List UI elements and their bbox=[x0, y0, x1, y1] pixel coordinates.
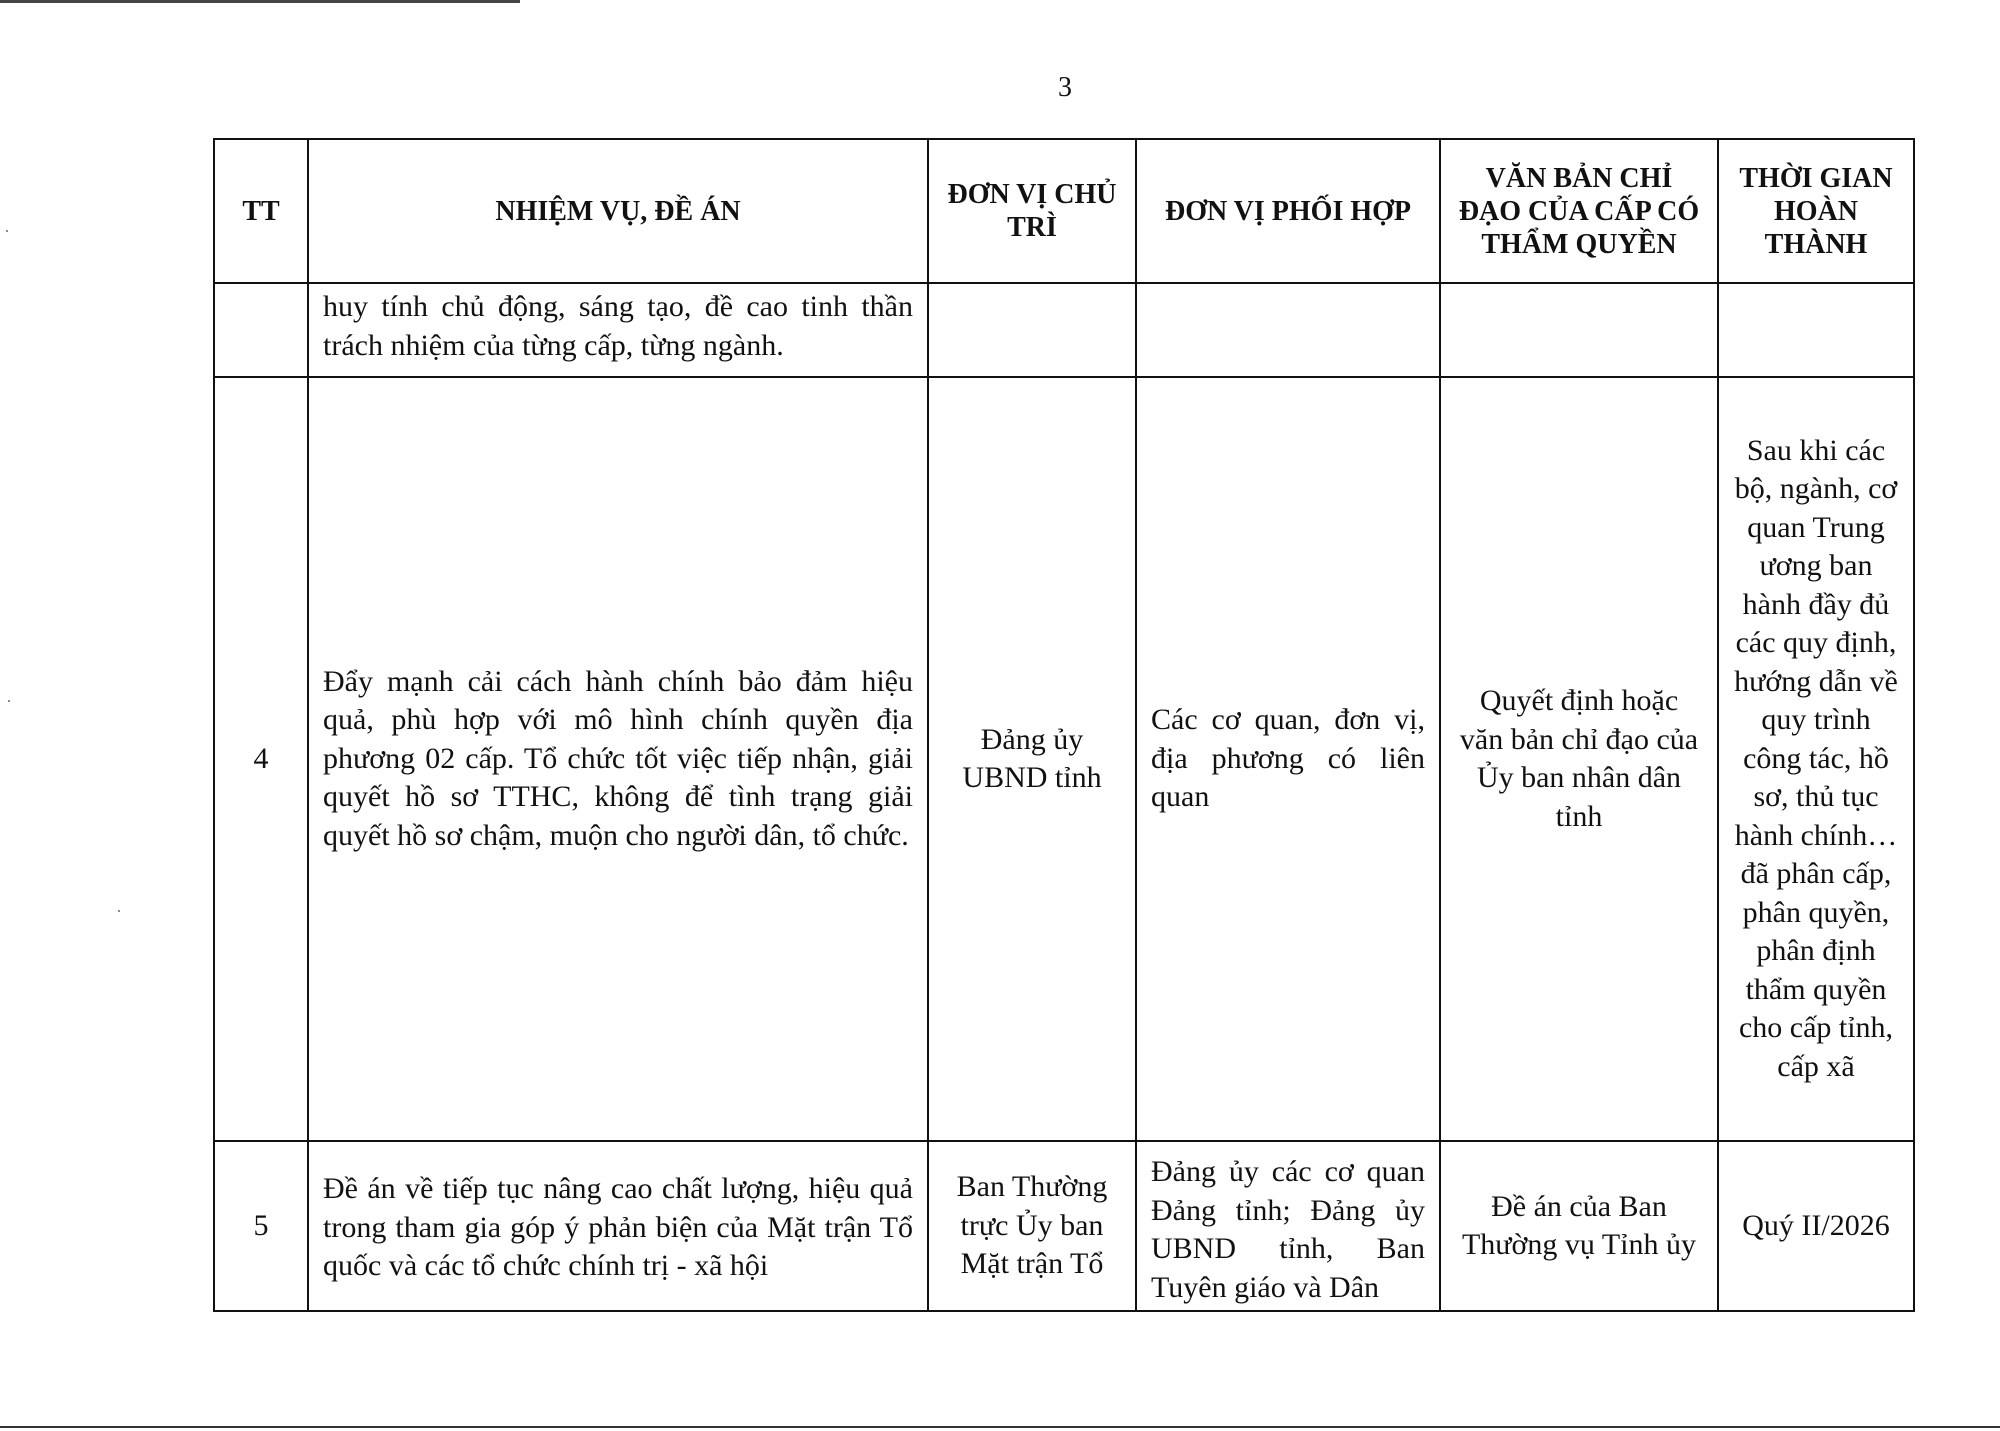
cell-coordinating-unit bbox=[1136, 283, 1440, 377]
cell-task bbox=[308, 1141, 928, 1311]
cell-coordinating-unit bbox=[1136, 1141, 1440, 1311]
cell-tt bbox=[214, 283, 308, 377]
cell-tt: 5 bbox=[214, 1141, 308, 1311]
header-directive: VĂN BẢN CHỈ ĐẠO CỦA CẤP CÓ THẨM QUYỀN bbox=[1440, 139, 1718, 283]
deadline-text: Sau khi các bộ, ngành, cơ quan Trung ương ban hành đầy đủ các quy định, hướng dẫn về quy trình công tác, hồ sơ, thủ tục hành chính… đã phân cấp, phân quyền, phân định thẩm quyền cho cấp tỉnh, cấp xã bbox=[1734, 433, 1898, 1083]
coordinating-unit-text: Đảng ủy các cơ quan Đảng tỉnh; Đảng ủy UBND tỉnh, Ban Tuyên giáo và Dân bbox=[1151, 1155, 1425, 1304]
table-row bbox=[214, 377, 1914, 1141]
scan-edge-line-top bbox=[0, 0, 520, 3]
cell-deadline bbox=[1718, 377, 1914, 1141]
task-plan-table bbox=[213, 138, 1915, 1312]
scan-speck bbox=[118, 910, 120, 912]
cell-tt: 4 bbox=[214, 377, 308, 1141]
table-header-row bbox=[214, 139, 1914, 283]
cell-deadline: Quý II/2026 bbox=[1718, 1141, 1914, 1311]
header-tt: TT bbox=[214, 139, 308, 283]
table-row bbox=[214, 1141, 1914, 1311]
scan-speck bbox=[8, 700, 10, 702]
cell-lead-unit bbox=[928, 1141, 1136, 1311]
header-task: NHIỆM VỤ, ĐỀ ÁN bbox=[308, 139, 928, 283]
lead-unit-text: Ban Thường trực Ủy ban Mặt trận Tổ bbox=[956, 1170, 1108, 1281]
scan-edge-line-bottom bbox=[0, 1426, 2000, 1428]
cell-directive: Quyết định hoặc văn bản chỉ đạo của Ủy ban nhân dân tỉnh bbox=[1440, 377, 1718, 1141]
cell-lead-unit: Đảng ủy UBND tỉnh bbox=[928, 377, 1136, 1141]
page-number: 3 bbox=[1058, 72, 1072, 103]
cell-directive bbox=[1440, 283, 1718, 377]
header-coordinating-unit: ĐƠN VỊ PHỐI HỢP bbox=[1136, 139, 1440, 283]
header-deadline: THỜI GIAN HOÀN THÀNH bbox=[1718, 139, 1914, 283]
scan-speck bbox=[6, 230, 8, 232]
cell-lead-unit bbox=[928, 283, 1136, 377]
cell-task: Đẩy mạnh cải cách hành chính bảo đảm hiệu quả, phù hợp với mô hình chính quyền địa phương 02 cấp. Tổ chức tốt việc tiếp nhận, giải quyết hồ sơ TTHC, không để tình trạng giải quyết hồ sơ chậm, muộn cho người dân, tổ chức. bbox=[308, 377, 928, 1141]
cell-directive: Đề án của Ban Thường vụ Tỉnh ủy bbox=[1440, 1141, 1718, 1311]
cell-coordinating-unit: Các cơ quan, đơn vị, địa phương có liên quan bbox=[1136, 377, 1440, 1141]
cell-task: huy tính chủ động, sáng tạo, đề cao tinh thần trách nhiệm của từng cấp, từng ngành. bbox=[308, 283, 928, 377]
header-lead-unit: ĐƠN VỊ CHỦ TRÌ bbox=[928, 139, 1136, 283]
task-text: Đề án về tiếp tục nâng cao chất lượng, hiệu quả trong tham gia góp ý phản biện của Mặt trận Tổ quốc và các tổ chức chính trị - xã hội bbox=[323, 1172, 913, 1283]
cell-deadline bbox=[1718, 283, 1914, 377]
table-row bbox=[214, 283, 1914, 377]
